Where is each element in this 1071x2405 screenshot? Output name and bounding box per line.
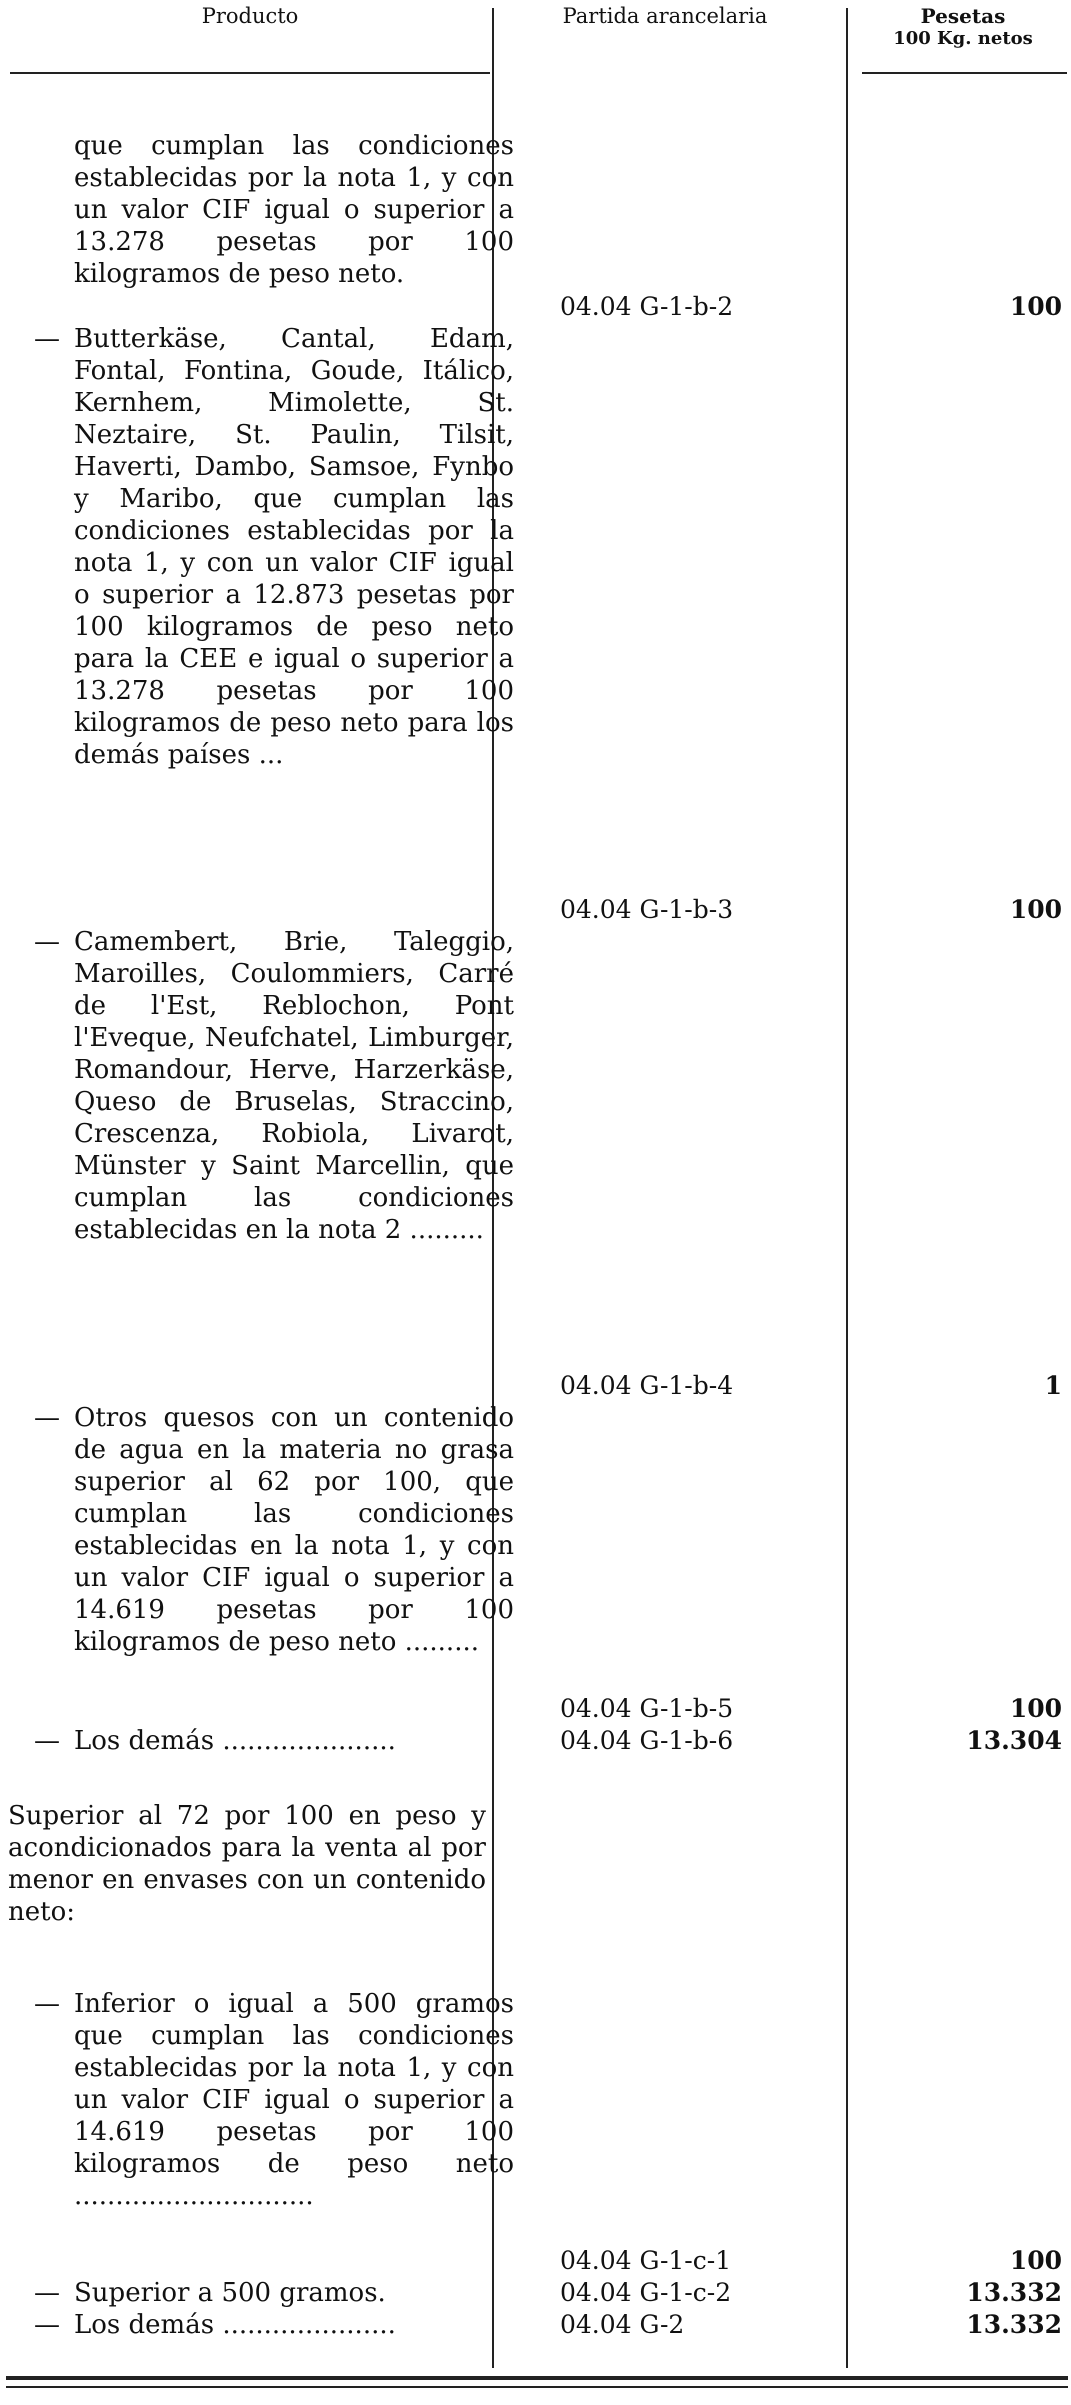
row-7-code: 04.04 G-1-c-2 — [560, 2278, 732, 2307]
row-7-dash: — — [34, 2278, 60, 2308]
row-7-text: Superior a 500 gramos. — [74, 2278, 386, 2308]
row-1-text: Butterkäse, Cantal, Edam, Fontal, Fontina, Goude, Itálico, Kernhem, Mimolette, St. Neztaire, St. Paulin, Tilsit, Haverti, Dambo, Samsoe, Fynbo y Maribo, que cumplan las condiciones establecidas por la nota 1, y con un valor CIF igual o superior a 12.873 pesetas por 100 kilogramos de peso neto para la CEE e igual o superior a 13.278 pesetas por 100 kilogramos de peso neto para los demás países ... — [74, 324, 514, 770]
header-producto: Producto — [201, 4, 299, 28]
row-5-text: Superior al 72 por 100 en peso y acondicionados para la venta al por menor en envases con un contenido neto: — [8, 1801, 486, 1927]
row-3-value: 100 — [1009, 1694, 1062, 1723]
row-1-value: 100 — [1009, 895, 1062, 924]
column-divider-2 — [846, 8, 848, 2368]
row-8-dash: — — [34, 2310, 60, 2340]
row-8-text: Los demás ..................... — [74, 2310, 396, 2340]
row-1-dash: — — [34, 324, 60, 354]
row-6-dash: — — [34, 1989, 60, 2019]
footer-rule — [6, 2376, 1068, 2380]
row-0-code: 04.04 G-1-b-2 — [560, 292, 734, 321]
row-0-text: que cumplan las condiciones establecidas por la nota 1, y con un valor CIF igual o superior a 13.278 pesetas por 100 kilogramos de peso neto. — [74, 131, 514, 289]
row-4-text: Los demás ..................... — [74, 1726, 396, 1756]
row-4-code: 04.04 G-1-b-6 — [560, 1726, 734, 1755]
row-2-text: Camembert, Brie, Taleggio, Maroilles, Coulommiers, Carré de l'Est, Reblochon, Pont l'Eveque, Neufchatel, Limburger, Romandour, Herve, Harzerkäse, Queso de Bruselas, Straccino, Crescenza, Robiola, Livarot, Münster y Saint Marcellin, que cumplan las condiciones establecidas en la nota 2 ......... — [74, 927, 514, 1245]
row-2-dash: — — [34, 927, 60, 957]
footer-rule-thin — [6, 2386, 1068, 2388]
row-6-text: Inferior o igual a 500 gramos que cumplan las condiciones establecidas por la nota 1, y con un valor CIF igual o superior a 14.619 pesetas por 100 kilogramos de peso neto ............................. — [74, 1989, 514, 2211]
row-7-value: 13.332 — [966, 2278, 1062, 2307]
row-3-text: Otros quesos con un contenido de agua en la materia no grasa superior al 62 por 100, que cumplan las condiciones establecidas en la nota 1, y con un valor CIF igual o superior a 14.619 pesetas por 100 kilogramos de peso neto ......... — [74, 1403, 514, 1657]
row-0-value: 100 — [1009, 292, 1062, 321]
row-2-value: 1 — [1044, 1371, 1062, 1400]
header-rule-left — [10, 72, 490, 74]
header-rule-right — [862, 72, 1067, 74]
header-pesetas-line2: 100 Kg. netos — [893, 28, 1033, 49]
row-4-dash: — — [34, 1726, 60, 1756]
header-pesetas — [858, 4, 1068, 50]
row-8-code: 04.04 G-2 — [560, 2310, 685, 2339]
row-3-code: 04.04 G-1-b-5 — [560, 1694, 734, 1723]
row-1-code: 04.04 G-1-b-3 — [560, 895, 734, 924]
row-6-code: 04.04 G-1-c-1 — [560, 2246, 732, 2275]
row-6-value: 100 — [1009, 2246, 1062, 2275]
header-partida-arancelaria: Partida arancelaria — [562, 4, 768, 28]
row-2-code: 04.04 G-1-b-4 — [560, 1371, 734, 1400]
header-pesetas-line1: Pesetas — [920, 4, 1006, 28]
row-8-value: 13.332 — [966, 2310, 1062, 2339]
row-3-dash: — — [34, 1403, 60, 1433]
row-4-value: 13.304 — [966, 1726, 1062, 1755]
